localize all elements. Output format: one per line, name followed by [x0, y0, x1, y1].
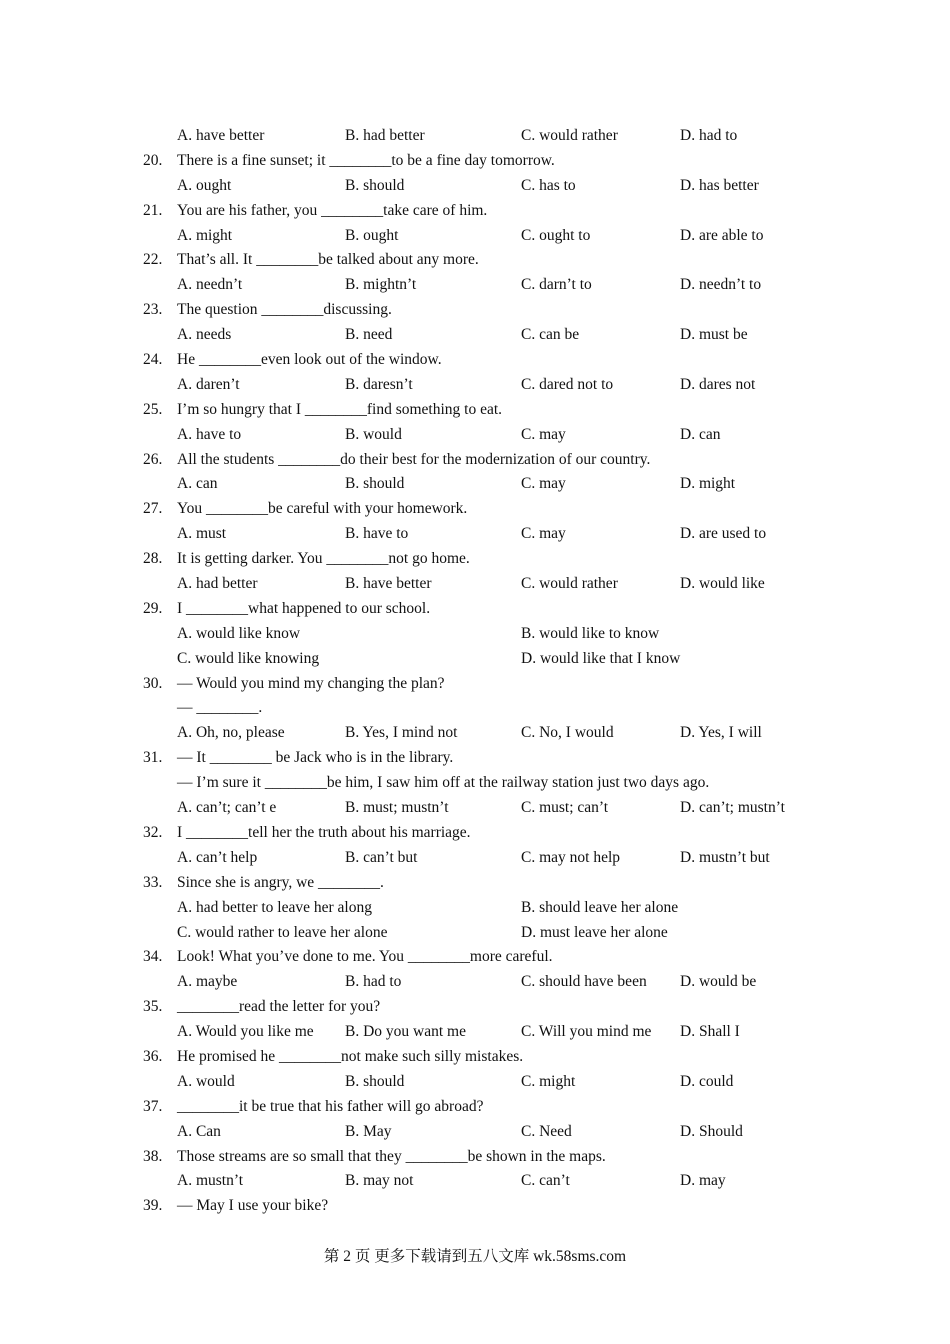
page-footer: 第 2 页 更多下载请到五八文库 wk.58sms.com [323, 1248, 627, 1265]
options-row [0, 224, 950, 249]
option-c: C. darn’t to [521, 276, 592, 294]
option-a: A. would like know [177, 624, 301, 642]
option-a: C. would rather to leave her alone [177, 923, 388, 941]
option-a: A. would [177, 1072, 235, 1090]
option-c: C. might [521, 1072, 576, 1090]
question-number: 22. [143, 251, 163, 269]
option-d: D. has better [680, 176, 759, 194]
option-b: B. ought [345, 226, 399, 244]
option-a: A. must [177, 525, 227, 543]
question-stem-row [0, 547, 950, 572]
question-stem: — Would you mind my changing the plan? [177, 674, 445, 692]
question-stem: Since she is angry, we ________. [177, 873, 384, 891]
option-d: D. dares not [680, 375, 756, 393]
option-d: D. would be [680, 973, 757, 991]
option-c: C. may [521, 425, 566, 443]
option-c: C. has to [521, 176, 576, 194]
question-stem: He ________even look out of the window. [177, 351, 442, 369]
option-a: A. can’t help [177, 848, 258, 866]
question-stem-row [0, 1145, 950, 1170]
option-b: B. should [345, 176, 405, 194]
option-d: D. could [680, 1072, 734, 1090]
question-stem-row [0, 821, 950, 846]
worksheet-page [0, 124, 950, 1219]
option-c: C. may not help [521, 848, 621, 866]
option-b: B. Yes, I mind not [345, 724, 458, 742]
options-row [0, 472, 950, 497]
option-a: A. daren’t [177, 375, 240, 393]
question-stem: I ________what happened to our school. [177, 599, 431, 617]
question-number: 30. [143, 674, 163, 692]
question-stem: Those streams are so small that they ________be shown in the maps. [177, 1147, 606, 1165]
option-c: C. ought to [521, 226, 591, 244]
question-number: 23. [143, 301, 163, 319]
question-stem: — ________. [177, 699, 263, 717]
option-c: C. would rather [521, 575, 618, 593]
option-d: D. are used to [680, 525, 767, 543]
question-number: 29. [143, 599, 163, 617]
option-a: A. needs [177, 326, 232, 344]
option-b: B. should leave her alone [521, 898, 679, 916]
option-d: D. Yes, I will [680, 724, 762, 742]
options-row [0, 896, 950, 921]
question-stem: — I’m sure it ________be him, I saw him off at the railway station just two days ago. [177, 774, 710, 792]
options-row [0, 622, 950, 647]
option-c: C. would rather [521, 127, 618, 144]
option-c: C. No, I would [521, 724, 614, 742]
question-stem-row [0, 348, 950, 373]
question-stem-row [0, 995, 950, 1020]
question-stem: I’m so hungry that I ________find something to eat. [177, 400, 503, 418]
option-a: A. Oh, no, please [177, 724, 285, 742]
option-c: C. can be [521, 326, 580, 344]
question-stem: That’s all. It ________be talked about any more. [177, 251, 479, 269]
option-a: A. had better [177, 575, 258, 593]
options-row [0, 323, 950, 348]
question-stem-row [0, 248, 950, 273]
option-d: D. are able to [680, 226, 764, 244]
option-c: C. Will you mind me [521, 1023, 652, 1041]
option-b: B. need [345, 326, 393, 344]
option-c: C. Need [521, 1122, 572, 1140]
option-b: B. may not [345, 1172, 414, 1190]
options-row [0, 522, 950, 547]
question-number: 26. [143, 450, 163, 468]
option-a: A. might [177, 226, 233, 244]
option-b: B. have to [345, 525, 409, 543]
option-b: B. would like to know [521, 624, 660, 642]
question-number: 37. [143, 1097, 163, 1115]
option-c: C. may [521, 475, 566, 493]
question-number: 24. [143, 351, 163, 369]
question-stem-row [0, 149, 950, 174]
question-number: 38. [143, 1147, 163, 1165]
question-number: 21. [143, 201, 163, 219]
option-a: A. had better to leave her along [177, 898, 372, 916]
question-stem-row [0, 597, 950, 622]
question-number: 39. [143, 1197, 163, 1215]
options-row [0, 846, 950, 871]
option-b: B. must; mustn’t [345, 799, 449, 817]
option-c: C. can’t [521, 1172, 570, 1190]
option-d: D. must be [680, 326, 748, 344]
option-d: D. might [680, 475, 736, 493]
question-stem: — May I use your bike? [177, 1197, 329, 1215]
options-row [0, 647, 950, 672]
option-a: A. mustn’t [177, 1172, 244, 1190]
question-stem-row [0, 871, 950, 896]
option-d: D. needn’t to [680, 276, 762, 294]
option-a: A. can [177, 475, 218, 493]
question-number: 32. [143, 823, 163, 841]
option-d: D. would like [680, 575, 765, 593]
question-stem-row [0, 696, 950, 721]
question-stem-row [0, 746, 950, 771]
question-stem: You are his father, you ________take care of him. [177, 201, 488, 219]
option-a: A. Can [177, 1122, 221, 1140]
option-d: D. can [680, 425, 721, 443]
options-row [0, 373, 950, 398]
option-a: A. Would you like me [177, 1023, 314, 1041]
question-number: 31. [143, 749, 163, 767]
question-stem-row [0, 298, 950, 323]
question-stem: I ________tell her the truth about his marriage. [177, 823, 471, 841]
option-b: B. had better [345, 127, 425, 144]
option-a: A. needn’t [177, 276, 243, 294]
option-c: C. should have been [521, 973, 647, 991]
option-b: B. would [345, 425, 402, 443]
option-d: D. Shall I [680, 1023, 740, 1041]
question-stem-row [0, 199, 950, 224]
question-stem-row [0, 771, 950, 796]
options-row [0, 1169, 950, 1194]
option-c: C. must; can’t [521, 799, 609, 817]
question-number: 25. [143, 400, 163, 418]
option-b: B. had to [345, 973, 402, 991]
options-row [0, 273, 950, 298]
question-stem-row [0, 398, 950, 423]
question-stem-row [0, 945, 950, 970]
options-row [0, 970, 950, 995]
question-stem-row [0, 1045, 950, 1070]
question-number: 33. [143, 873, 163, 891]
option-b: B. should [345, 1072, 405, 1090]
options-row [0, 423, 950, 448]
question-number: 36. [143, 1047, 163, 1065]
option-b: B. daresn’t [345, 375, 413, 393]
question-number: 28. [143, 550, 163, 568]
options-row [0, 174, 950, 199]
option-d: D. had to [680, 127, 738, 144]
option-b: B. May [345, 1122, 392, 1140]
question-stem-row [0, 1095, 950, 1120]
option-d: D. can’t; mustn’t [680, 799, 785, 817]
options-row [0, 721, 950, 746]
question-number: 27. [143, 500, 163, 518]
option-a: A. have to [177, 425, 242, 443]
option-a: A. maybe [177, 973, 238, 991]
options-row [0, 921, 950, 946]
option-b: D. would like that I know [521, 649, 681, 667]
question-stem: You ________be careful with your homework. [177, 500, 468, 518]
question-stem: It is getting darker. You ________not go home. [177, 550, 470, 568]
question-stem-row [0, 448, 950, 473]
option-a: A. ought [177, 176, 232, 194]
question-stem: The question ________discussing. [177, 301, 392, 319]
question-stem: ________read the letter for you? [177, 998, 381, 1016]
options-row [0, 1070, 950, 1095]
option-b: D. must leave her alone [521, 923, 668, 941]
option-b: B. Do you want me [345, 1023, 466, 1041]
question-number: 35. [143, 998, 163, 1016]
carried-options-row [0, 124, 950, 149]
options-row [0, 1020, 950, 1045]
option-a: A. have better [177, 127, 265, 144]
question-stem-row [0, 672, 950, 697]
option-d: D. may [680, 1172, 726, 1190]
option-c: C. dared not to [521, 375, 614, 393]
option-b: B. mightn’t [345, 276, 417, 294]
option-b: B. can’t but [345, 848, 418, 866]
option-c: C. may [521, 525, 566, 543]
option-d: D. Should [680, 1122, 743, 1140]
question-number: 34. [143, 948, 163, 966]
question-stem: ________it be true that his father will go abroad? [177, 1097, 484, 1115]
option-b: B. should [345, 475, 405, 493]
question-stem: Look! What you’ve done to me. You ________more careful. [177, 948, 553, 966]
option-a: A. can’t; can’t e [177, 799, 277, 817]
options-row [0, 796, 950, 821]
question-stem: There is a fine sunset; it ________to be a fine day tomorrow. [177, 151, 555, 169]
question-stem: — It ________ be Jack who is in the library. [177, 749, 454, 767]
question-stem-row [0, 1194, 950, 1219]
options-row [0, 572, 950, 597]
question-stem: He promised he ________not make such silly mistakes. [177, 1047, 524, 1065]
question-number: 20. [143, 151, 163, 169]
options-row [0, 1120, 950, 1145]
option-a: C. would like knowing [177, 649, 320, 667]
question-stem: All the students ________do their best for the modernization of our country. [177, 450, 651, 468]
option-d: D. mustn’t but [680, 848, 770, 866]
question-stem-row [0, 497, 950, 522]
option-b: B. have better [345, 575, 432, 593]
